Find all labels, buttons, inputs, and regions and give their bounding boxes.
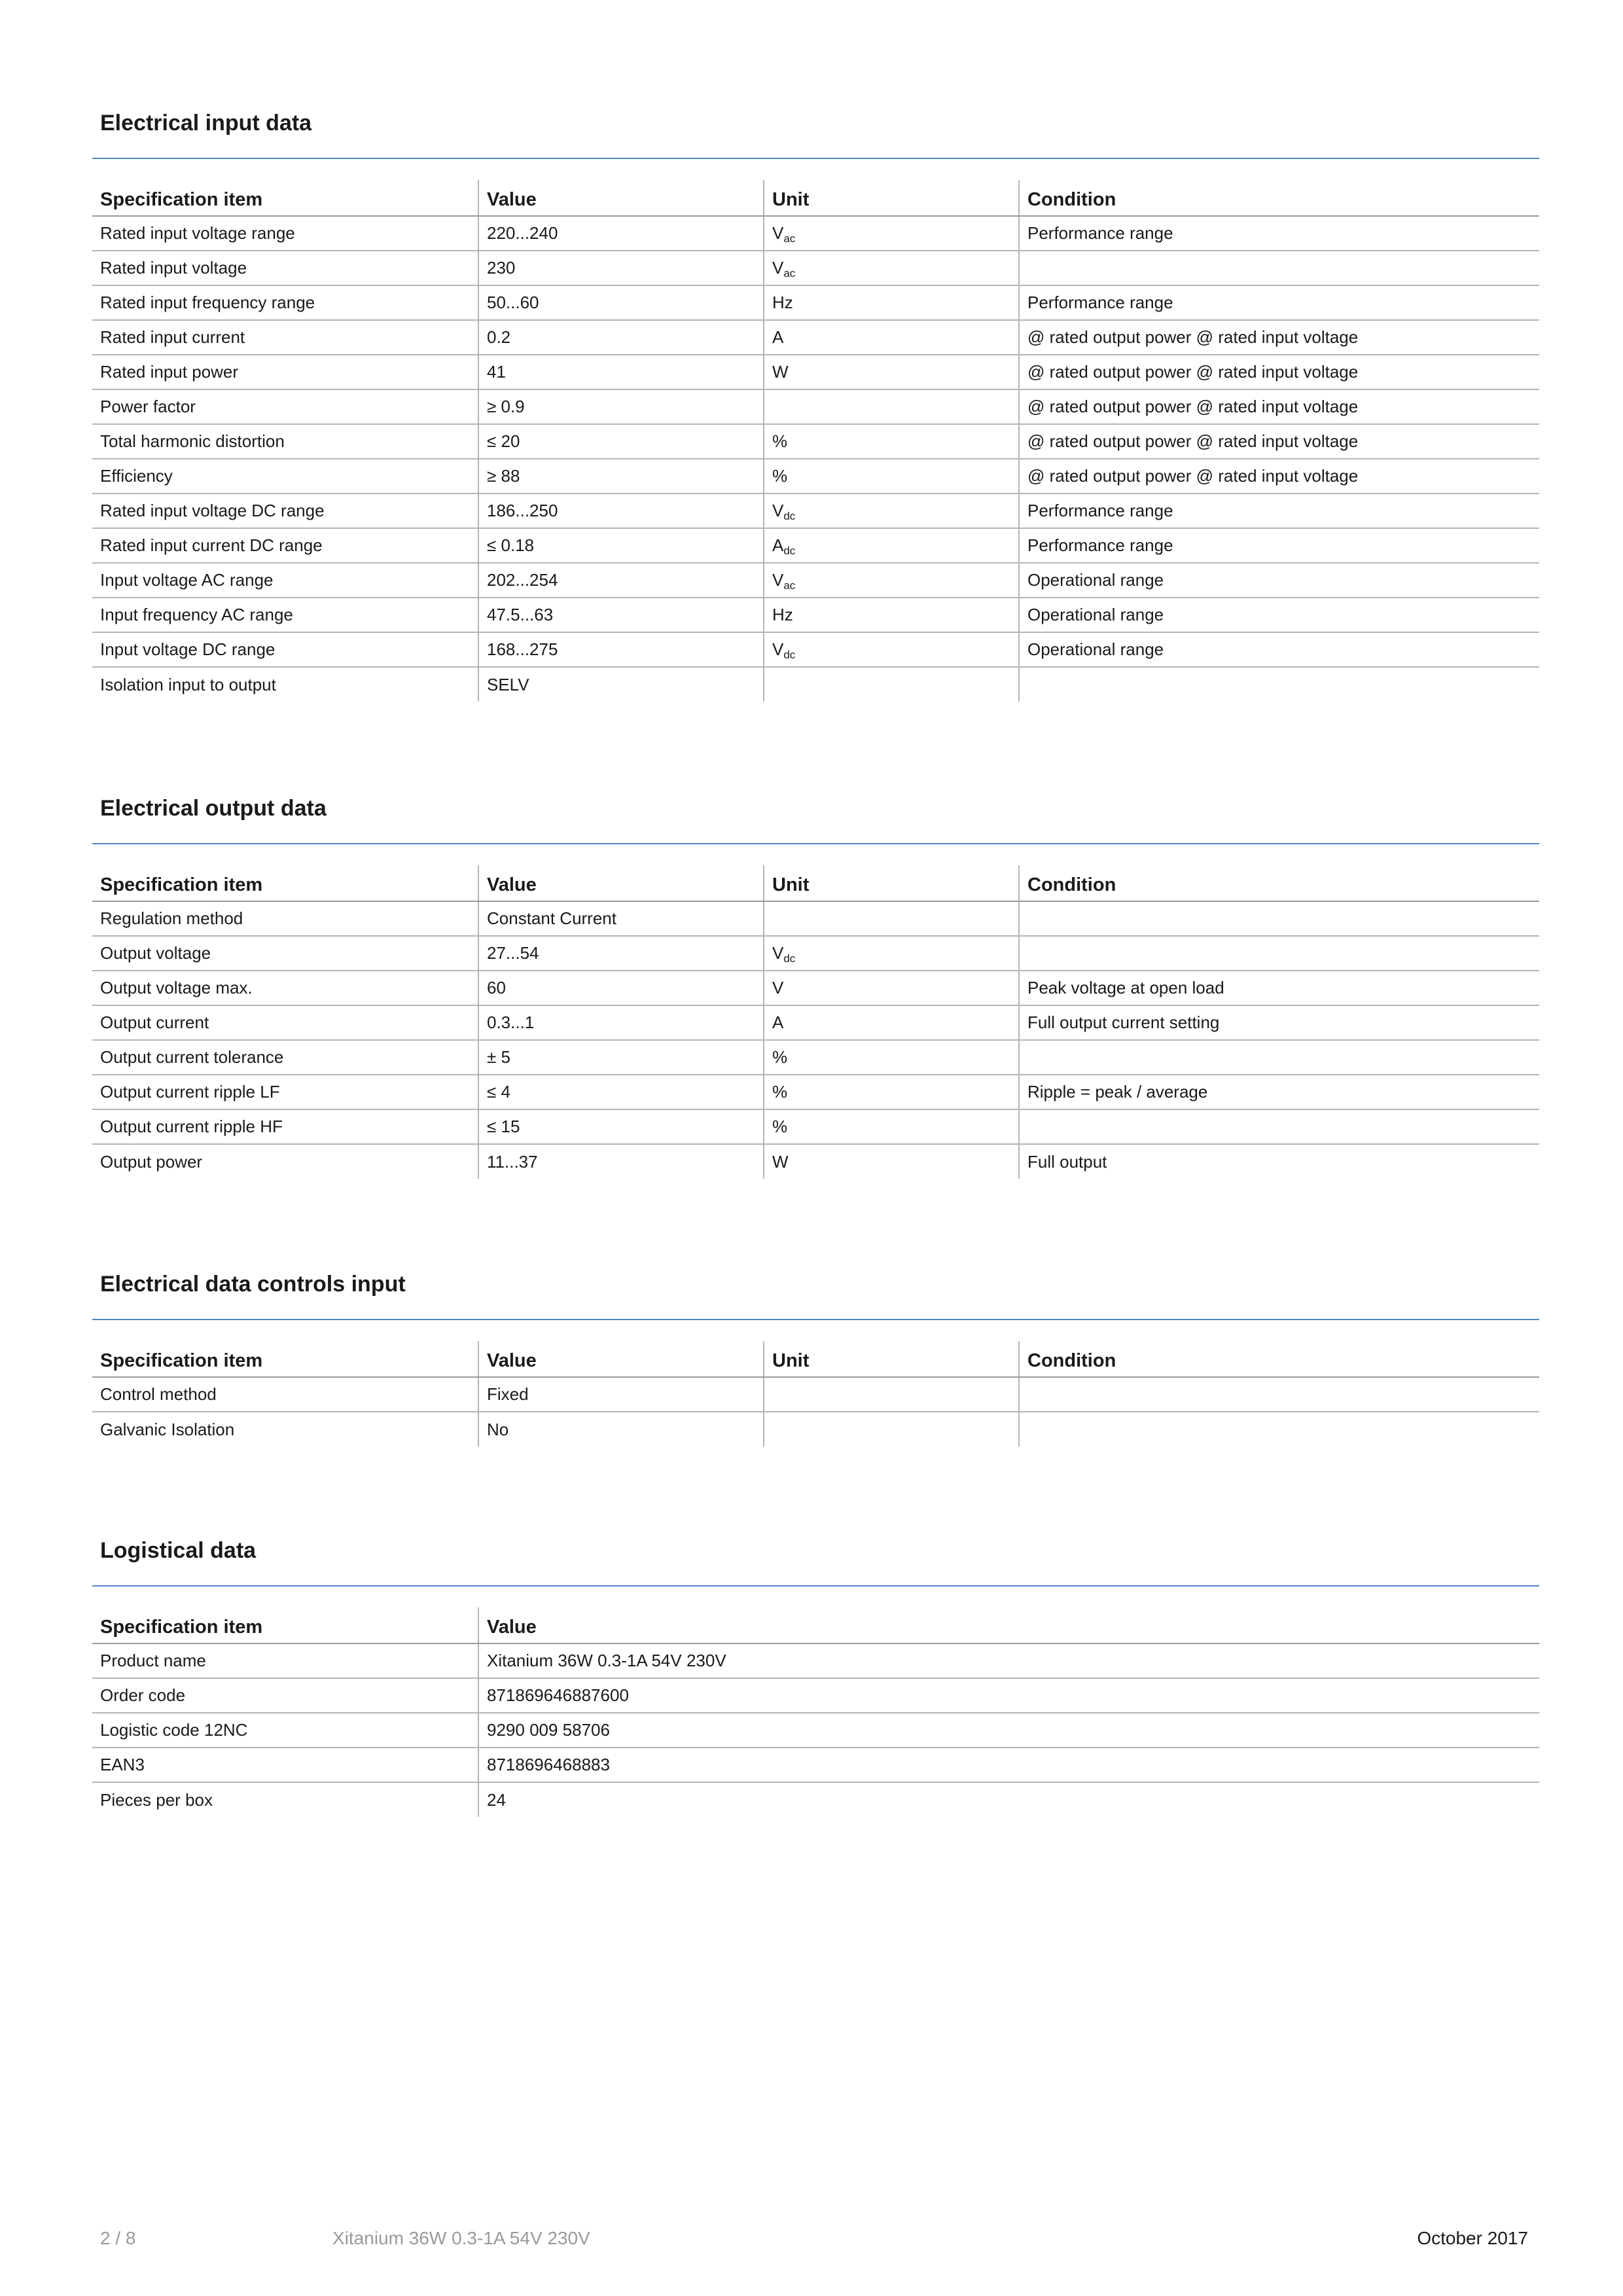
unit-symbol: V — [772, 978, 784, 997]
cell-condition — [1019, 901, 1539, 936]
cell-unit — [764, 1040, 1019, 1075]
table-row — [92, 285, 1539, 320]
cell-unit — [764, 598, 1019, 632]
cell-condition: @ rated output power @ rated input voltage — [1019, 389, 1539, 424]
table-row — [92, 1643, 1539, 1678]
cell-unit — [764, 1109, 1019, 1144]
section-title: Electrical input data — [100, 111, 312, 135]
unit-symbol: V — [772, 639, 784, 659]
table-row — [92, 251, 1539, 285]
cell-unit — [764, 216, 1019, 251]
cell-value: ≤ 15 — [478, 1109, 764, 1144]
column-header-item: Specification item — [92, 865, 478, 901]
unit-subscript: dc — [783, 649, 796, 661]
cell-item: Efficiency — [92, 459, 478, 493]
cell-unit — [764, 459, 1019, 493]
unit-symbol: V — [772, 258, 784, 278]
cell-item: Output current — [92, 1005, 478, 1040]
cell-condition — [1019, 251, 1539, 285]
table-header-row — [92, 180, 1539, 216]
cell-item: Power factor — [92, 389, 478, 424]
cell-item: EAN3 — [92, 1748, 478, 1782]
cell-value: 8718696468883 — [478, 1748, 1539, 1782]
column-header-unit: Unit — [764, 1341, 1019, 1377]
cell-unit — [764, 285, 1019, 320]
cell-value: ≤ 0.18 — [478, 528, 764, 563]
cell-condition: Performance range — [1019, 528, 1539, 563]
cell-value: ≥ 0.9 — [478, 389, 764, 424]
column-header-condition: Condition — [1019, 1341, 1539, 1377]
cell-item: Output current ripple LF — [92, 1075, 478, 1109]
cell-condition: Performance range — [1019, 285, 1539, 320]
cell-value: 220...240 — [478, 216, 764, 251]
table-row — [92, 901, 1539, 936]
table-row — [92, 424, 1539, 459]
cell-item: Output current ripple HF — [92, 1109, 478, 1144]
footer-product-name: Xitanium 36W 0.3-1A 54V 230V — [332, 2228, 590, 2248]
unit-symbol: % — [772, 431, 788, 451]
table-row — [92, 632, 1539, 667]
cell-item: Rated input voltage — [92, 251, 478, 285]
table-row — [92, 1109, 1539, 1144]
column-header-value: Value — [478, 180, 764, 216]
cell-item: Rated input current — [92, 320, 478, 355]
cell-value: ≤ 20 — [478, 424, 764, 459]
cell-unit — [764, 1412, 1019, 1446]
column-header-item: Specification item — [92, 180, 478, 216]
table-row — [92, 563, 1539, 598]
column-header-item: Specification item — [92, 1341, 478, 1377]
cell-item: Order code — [92, 1678, 478, 1713]
column-header-item: Specification item — [92, 1607, 478, 1643]
table-row — [92, 1713, 1539, 1748]
table-row — [92, 320, 1539, 355]
table-row — [92, 1678, 1539, 1713]
cell-item: Logistic code 12NC — [92, 1713, 478, 1748]
column-header-value: Value — [478, 1607, 1539, 1643]
cell-condition — [1019, 667, 1539, 702]
column-header-value: Value — [478, 865, 764, 901]
cell-unit — [764, 528, 1019, 563]
cell-unit — [764, 251, 1019, 285]
section-title: Electrical data controls input — [100, 1272, 406, 1297]
cell-value: 186...250 — [478, 493, 764, 528]
cell-condition: Operational range — [1019, 632, 1539, 667]
table-row — [92, 1377, 1539, 1412]
section-divider — [92, 158, 1539, 159]
table-row — [92, 1782, 1539, 1817]
table-header-row — [92, 1607, 1539, 1643]
table-row — [92, 936, 1539, 971]
table-row — [92, 971, 1539, 1005]
cell-condition: @ rated output power @ rated input voltage — [1019, 424, 1539, 459]
cell-item: Rated input voltage DC range — [92, 493, 478, 528]
unit-symbol: Hz — [772, 293, 793, 312]
cell-condition: Operational range — [1019, 563, 1539, 598]
cell-condition — [1019, 1040, 1539, 1075]
cell-condition: Full output current setting — [1019, 1005, 1539, 1040]
unit-symbol: % — [772, 1117, 788, 1136]
cell-value: 24 — [478, 1782, 1539, 1817]
cell-condition — [1019, 1412, 1539, 1446]
cell-unit — [764, 424, 1019, 459]
cell-value: 168...275 — [478, 632, 764, 667]
cell-item: Galvanic Isolation — [100, 1419, 235, 1439]
cell-condition: Performance range — [1019, 493, 1539, 528]
table-row — [92, 1412, 1539, 1446]
table-row — [92, 1005, 1539, 1040]
cell-unit — [764, 389, 1019, 424]
cell-value: 871869646887600 — [478, 1678, 1539, 1713]
column-header-value: Value — [478, 1341, 764, 1377]
cell-item: Product name — [92, 1643, 478, 1678]
table-row — [92, 598, 1539, 632]
unit-symbol: A — [772, 535, 784, 555]
column-header-condition: Condition — [1019, 865, 1539, 901]
cell-value: ± 5 — [478, 1040, 764, 1075]
cell-item: Output voltage max. — [92, 971, 478, 1005]
unit-subscript: ac — [783, 579, 796, 592]
unit-symbol: Hz — [772, 605, 793, 624]
cell-condition — [1019, 1377, 1539, 1412]
cell-unit — [764, 632, 1019, 667]
table-header-row — [92, 1341, 1539, 1377]
cell-unit — [764, 1144, 1019, 1179]
unit-symbol: % — [772, 466, 788, 486]
cell-item: Total harmonic distortion — [92, 424, 478, 459]
cell-value: ≤ 4 — [478, 1075, 764, 1109]
table-row — [92, 493, 1539, 528]
cell-condition — [1019, 1109, 1539, 1144]
section-divider — [92, 843, 1539, 844]
spec-table — [92, 865, 1539, 1179]
table-row — [92, 459, 1539, 493]
section-divider — [92, 1585, 1539, 1587]
cell-value: 50...60 — [478, 285, 764, 320]
cell-item: Output power — [100, 1151, 203, 1172]
unit-symbol: A — [772, 1013, 784, 1032]
table-row — [92, 1144, 1539, 1179]
cell-value: SELV — [478, 667, 764, 702]
cell-value: 230 — [478, 251, 764, 285]
spec-table — [92, 1607, 1539, 1817]
cell-condition: @ rated output power @ rated input voltage — [1019, 355, 1539, 389]
cell-unit — [764, 320, 1019, 355]
unit-symbol: V — [772, 223, 784, 243]
cell-value: 27...54 — [478, 936, 764, 971]
cell-unit — [764, 493, 1019, 528]
cell-item: Regulation method — [92, 901, 478, 936]
section-title: Logistical data — [100, 1538, 257, 1563]
cell-unit — [764, 971, 1019, 1005]
cell-item: Output voltage — [92, 936, 478, 971]
cell-value: 41 — [478, 355, 764, 389]
table-row — [92, 667, 1539, 702]
cell-item: Rated input voltage range — [92, 216, 478, 251]
spec-table — [92, 1341, 1539, 1446]
cell-unit — [764, 667, 1019, 702]
cell-value: No — [478, 1412, 764, 1446]
unit-symbol: V — [772, 570, 784, 590]
cell-item: Input voltage AC range — [92, 563, 478, 598]
cell-unit — [764, 1005, 1019, 1040]
cell-value: 11...37 — [478, 1144, 764, 1179]
cell-value: 9290 009 58706 — [478, 1713, 1539, 1748]
cell-value: Constant Current — [478, 901, 764, 936]
cell-unit — [764, 1075, 1019, 1109]
cell-value: 0.3...1 — [478, 1005, 764, 1040]
unit-symbol: V — [772, 943, 784, 963]
column-header-unit: Unit — [764, 865, 1019, 901]
cell-item: Input frequency AC range — [92, 598, 478, 632]
cell-unit — [764, 936, 1019, 971]
cell-item: Rated input frequency range — [92, 285, 478, 320]
cell-condition: @ rated output power @ rated input voltage — [1019, 320, 1539, 355]
section-divider — [92, 1319, 1539, 1320]
cell-item: Input voltage DC range — [92, 632, 478, 667]
table-row — [92, 1075, 1539, 1109]
table-row — [92, 1040, 1539, 1075]
cell-value: 60 — [478, 971, 764, 1005]
cell-item: Pieces per box — [100, 1789, 213, 1810]
cell-unit — [764, 1377, 1019, 1412]
spec-table — [92, 180, 1539, 702]
unit-symbol: W — [772, 362, 789, 382]
cell-value: 47.5...63 — [478, 598, 764, 632]
cell-value: 202...254 — [478, 563, 764, 598]
cell-item: Control method — [92, 1377, 478, 1412]
cell-condition: Peak voltage at open load — [1019, 971, 1539, 1005]
unit-symbol: W — [772, 1151, 789, 1172]
cell-condition: Operational range — [1019, 598, 1539, 632]
cell-unit — [764, 901, 1019, 936]
cell-unit — [764, 355, 1019, 389]
unit-symbol: V — [772, 501, 784, 520]
cell-item: Isolation input to output — [100, 674, 276, 694]
cell-value: ≥ 88 — [478, 459, 764, 493]
unit-subscript: dc — [783, 510, 796, 522]
cell-condition: Full output — [1019, 1144, 1539, 1179]
table-row — [92, 216, 1539, 251]
footer-date: October 2017 — [1417, 2228, 1528, 2248]
unit-subscript: ac — [783, 267, 796, 279]
unit-symbol: % — [772, 1047, 788, 1067]
cell-unit — [764, 563, 1019, 598]
unit-subscript: ac — [783, 232, 796, 245]
cell-condition: @ rated output power @ rated input voltage — [1019, 459, 1539, 493]
cell-item: Rated input current DC range — [92, 528, 478, 563]
cell-condition — [1019, 936, 1539, 971]
cell-condition: Ripple = peak / average — [1019, 1075, 1539, 1109]
unit-subscript: dc — [783, 545, 796, 557]
unit-symbol: % — [772, 1082, 788, 1102]
column-header-condition: Condition — [1019, 180, 1539, 216]
table-row — [92, 355, 1539, 389]
cell-item: Output current tolerance — [92, 1040, 478, 1075]
cell-value: Fixed — [478, 1377, 764, 1412]
cell-value: Xitanium 36W 0.3-1A 54V 230V — [478, 1643, 1539, 1678]
footer-page-number: 2 / 8 — [100, 2228, 136, 2248]
unit-subscript: dc — [783, 952, 796, 965]
unit-symbol: A — [772, 327, 784, 347]
cell-value: 0.2 — [478, 320, 764, 355]
table-row — [92, 528, 1539, 563]
table-row — [92, 389, 1539, 424]
section-title: Electrical output data — [100, 796, 327, 821]
table-row — [92, 1748, 1539, 1782]
cell-item: Rated input power — [92, 355, 478, 389]
table-header-row — [92, 865, 1539, 901]
cell-condition: Performance range — [1019, 216, 1539, 251]
column-header-unit: Unit — [764, 180, 1019, 216]
